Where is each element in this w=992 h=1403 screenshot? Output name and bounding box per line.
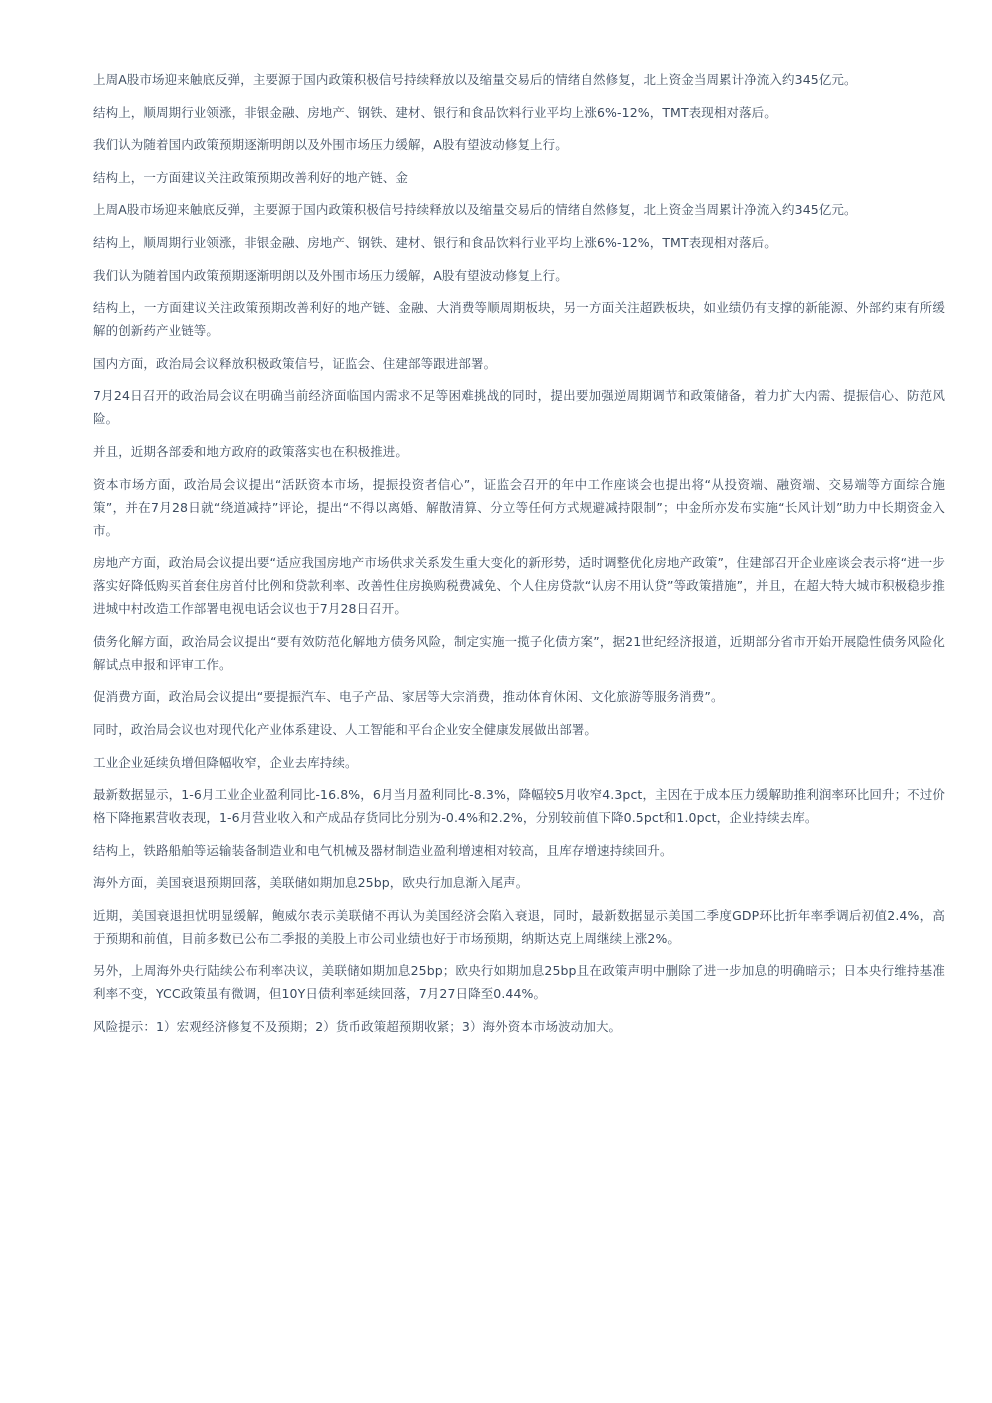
paragraph-6: 结构上，顺周期行业领涨，非银金融、房地产、钢铁、建材、银行和食品饮料行业平均上涨6%-12%，TMT表现相对落后。 [93, 234, 777, 250]
paragraph-11: 并且，近期各部委和地方政府的政策落实也在积极推进。 [93, 443, 409, 459]
paragraph-13: 房地产方面，政治局会议提出要“适应我国房地产市场供求关系发生重大变化的新形势，适时调整优化房地产政策”，住建部召开企业座谈会表示将“进一步落实好降低购买首套住房首付比例和贷款利率、改善性住房换购税费减免、个人住房贷款“认房不用认贷”等政策措施”，并且，在超大特大城市积极稳步推进城中村改造工作部署电视电话会议也于7月28日召开。 [93, 555, 945, 617]
paragraph-4: 结构上，一方面建议关注政策预期改善利好的地产链、金 [93, 169, 409, 185]
paragraph-1: 上周A股市场迎来触底反弹，主要源于国内政策积极信号持续释放以及缩量交易后的情绪自然修复，北上资金当周累计净流入约345亿元。 [93, 72, 857, 87]
paragraph-19: 结构上，铁路船舶等运输装备制造业和电气机械及器材制造业盈利增速相对较高，且库存增速持续回升。 [93, 842, 673, 858]
paragraph-7: 我们认为随着国内政策预期逐渐明朗以及外围市场压力缓解，A股有望波动修复上行。 [93, 267, 568, 283]
paragraph-15: 促消费方面，政治局会议提出“要提振汽车、电子产品、家居等大宗消费，推动体育休闲、文化旅游等服务消费”。 [93, 689, 724, 705]
paragraph-18: 最新数据显示，1-6月工业企业盈利同比-16.8%，6月当月盈利同比-8.3%，降幅较5月收窄4.3pct，主因在于成本压力缓解助推利润率环比回升；不过价格下降拖累营收表现，1-6月营业收入和产成品存货同比分别为-0.4%和2.2%，分别较前值下降0.5pct和1.0pct，企业持续去库。 [93, 787, 945, 826]
paragraph-9: 国内方面，政治局会议释放积极政策信号，证监会、住建部等跟进部署。 [93, 355, 497, 371]
paragraph-22: 另外，上周海外央行陆续公布利率决议，美联储如期加息25bp；欧央行如期加息25bp且在政策声明中删除了进一步加息的明确暗示；日本央行维持基准利率不变，YCC政策虽有微调，但10Y日债利率延续回落，7月27日降至0.44%。 [93, 963, 945, 1002]
paragraph-14: 债务化解方面，政治局会议提出“要有效防范化解地方债务风险，制定实施一揽子化债方案”，据21世纪经济报道，近期部分省市开始开展隐性债务风险化解试点申报和评审工作。 [93, 633, 945, 672]
paragraph-17: 工业企业延续负增但降幅收窄，企业去库持续。 [93, 754, 358, 770]
document-body [93, 68, 945, 1048]
paragraph-2: 结构上，顺周期行业领涨，非银金融、房地产、钢铁、建材、银行和食品饮料行业平均上涨6%-12%，TMT表现相对落后。 [93, 104, 777, 120]
paragraph-20: 海外方面，美国衰退预期回落，美联储如期加息25bp，欧央行加息渐入尾声。 [93, 875, 529, 891]
paragraph-12: 资本市场方面，政治局会议提出“活跃资本市场，提振投资者信心”，证监会召开的年中工作座谈会也提出将“从投资端、融资端、交易端等方面综合施策”，并在7月28日就“绕道减持”评论，提出“不得以离婚、解散清算、分立等任何方式规避减持限制”；中金所亦发布实施“长风计划”助力中长期资金入市。 [93, 476, 945, 538]
paragraph-10: 7月24日召开的政治局会议在明确当前经济面临国内需求不足等困难挑战的同时，提出要加强逆周期调节和政策储备，着力扩大内需、提振信心、防范风险。 [93, 388, 945, 427]
risk-notice: 风险提示：1）宏观经济修复不及预期；2）货币政策超预期收紧；3）海外资本市场波动加大。 [93, 1019, 622, 1035]
paragraph-16: 同时，政治局会议也对现代化产业体系建设、人工智能和平台企业安全健康发展做出部署。 [93, 721, 598, 737]
paragraph-5: 上周A股市场迎来触底反弹，主要源于国内政策积极信号持续释放以及缩量交易后的情绪自然修复，北上资金当周累计净流入约345亿元。 [93, 202, 857, 218]
paragraph-3: 我们认为随着国内政策预期逐渐明朗以及外围市场压力缓解，A股有望波动修复上行。 [93, 137, 568, 153]
paragraph-21: 近期，美国衰退担忧明显缓解，鲍威尔表示美联储不再认为美国经济会陷入衰退，同时，最新数据显示美国二季度GDP环比折年率季调后初值2.4%，高于预期和前值，目前多数已公布二季报的美股上市公司业绩也好于市场预期，纳斯达克上周继续上涨2%。 [93, 907, 945, 946]
paragraph-8: 结构上，一方面建议关注政策预期改善利好的地产链、金融、大消费等顺周期板块，另一方面关注超跌板块，如业绩仍有支撑的新能源、外部约束有所缓解的创新药产业链等。 [93, 300, 945, 339]
